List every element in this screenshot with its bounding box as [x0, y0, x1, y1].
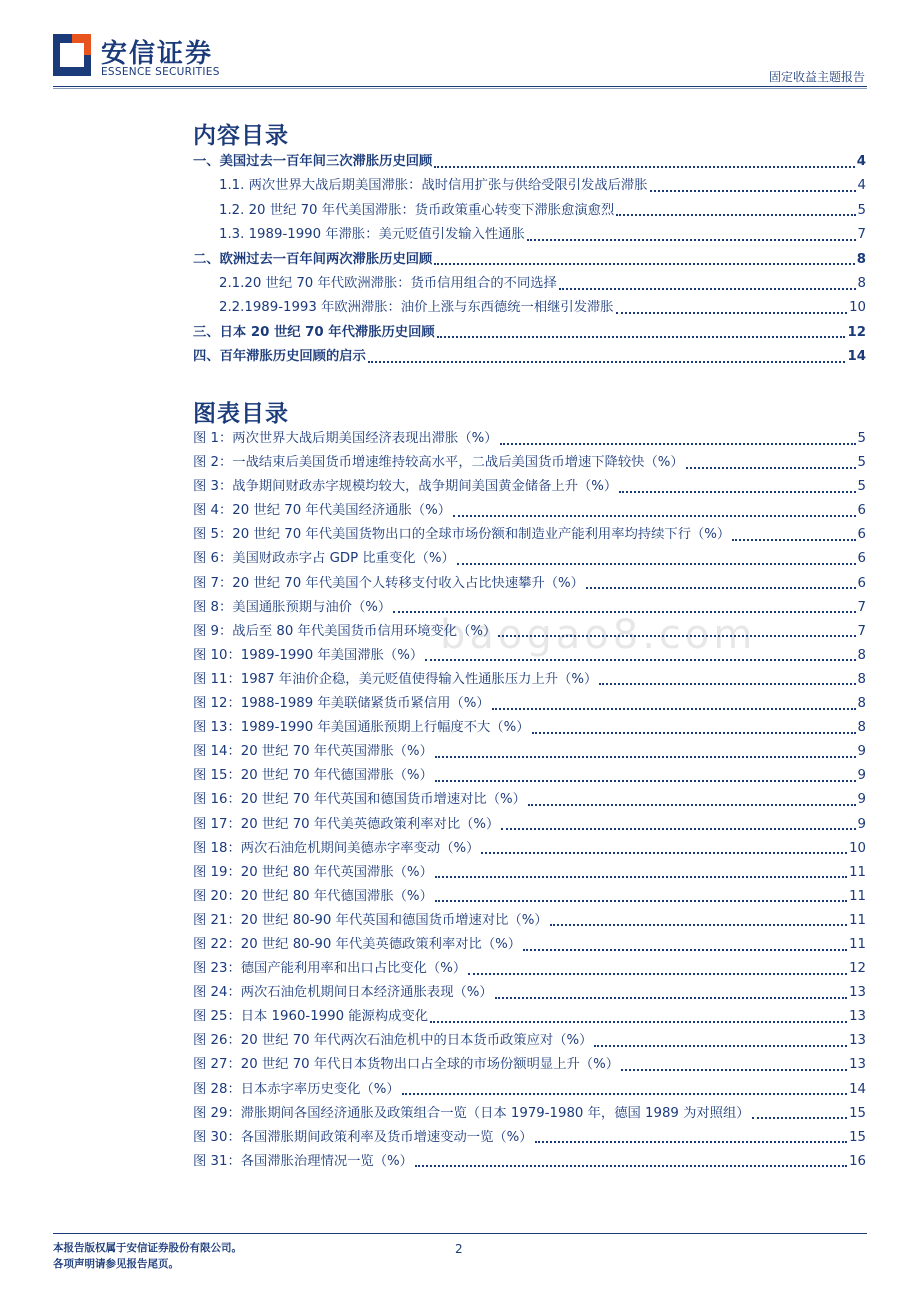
report-type-label: 固定收益主题报告 — [768, 70, 865, 84]
figure-entry[interactable] — [193, 981, 866, 1005]
dot-leader — [435, 875, 847, 878]
figure-entry[interactable] — [193, 596, 866, 620]
toc-entry-text: 二、欧洲过去一百年间两次滞胀历史回顾 — [193, 251, 433, 267]
figure-entry-text: 图 17：20 世纪 70 年代美英德政策利率对比（%） — [193, 816, 500, 832]
dot-leader — [732, 538, 855, 541]
figure-entry-text: 图 5：20 世纪 70 年代美国货物出口的全球市场份额和制造业产能利用率均持续下行（%） — [193, 527, 731, 543]
figure-entry-page: 10 — [849, 840, 866, 856]
figure-entry-text: 图 20：20 世纪 80 年代德国滞胀（%） — [193, 888, 433, 904]
figure-entry[interactable] — [193, 1150, 866, 1174]
toc-entry-page: 7 — [857, 227, 866, 243]
toc-entry-page: 12 — [847, 324, 866, 340]
figure-entry[interactable] — [193, 451, 866, 475]
figure-entry-page: 13 — [849, 1057, 866, 1073]
figure-entry-page: 6 — [857, 575, 866, 591]
figure-entry-text: 图 6：美国财政赤字占 GDP 比重变化（%） — [193, 551, 455, 567]
figure-entry-page: 15 — [849, 1105, 866, 1121]
toc-entry[interactable] — [193, 345, 866, 369]
toc-entry[interactable] — [193, 223, 866, 247]
figure-entry[interactable] — [193, 572, 866, 596]
figure-entry-text: 图 15：20 世纪 70 年代德国滞胀（%） — [193, 768, 433, 784]
figure-entry-text: 图 4：20 世纪 70 年代美国经济通胀（%） — [193, 503, 451, 519]
toc-entry-page: 8 — [856, 251, 866, 267]
toc-entry[interactable] — [193, 272, 866, 296]
dot-leader — [415, 1164, 847, 1167]
figure-entry[interactable] — [193, 668, 866, 692]
figure-entry-page: 8 — [857, 696, 866, 712]
toc-list — [193, 150, 866, 370]
figure-entry-page: 8 — [857, 671, 866, 687]
dot-leader — [435, 755, 856, 758]
figure-entry-text: 图 29：滞胀期间各国经济通胀及政策组合一览（日本 1979-1980 年，德国 1989 为对照组） — [193, 1105, 750, 1121]
dot-leader — [616, 213, 855, 216]
figure-entry-page: 11 — [849, 936, 866, 952]
dot-leader — [527, 238, 856, 241]
figure-entry-page: 6 — [857, 503, 866, 519]
toc-entry-text: 1.2. 20 世纪 70 年代美国滞胀：货币政策重心转变下滞胀愈演愈烈 — [219, 202, 615, 218]
figure-entry-text: 图 14：20 世纪 70 年代英国滞胀（%） — [193, 744, 433, 760]
dot-leader — [686, 466, 856, 469]
dot-leader — [500, 442, 856, 445]
figure-entry-page: 15 — [849, 1129, 866, 1145]
dot-leader — [425, 658, 855, 661]
dot-leader — [402, 1092, 847, 1095]
figure-entry[interactable] — [193, 716, 866, 740]
dot-leader — [498, 634, 855, 637]
figure-entry-text: 图 8：美国通胀预期与油价（%） — [193, 599, 392, 615]
dot-leader — [619, 490, 855, 493]
toc-entry-text: 四、百年滞胀历史回顾的启示 — [193, 349, 366, 365]
toc-entry-page: 14 — [847, 349, 866, 365]
dot-leader — [434, 262, 854, 265]
dot-leader — [559, 287, 856, 290]
figure-entry-page: 11 — [849, 888, 866, 904]
toc-entry-text: 一、美国过去一百年间三次滞胀历史回顾 — [193, 154, 433, 169]
figure-entry[interactable] — [193, 885, 866, 909]
figure-entry[interactable] — [193, 1029, 866, 1053]
figure-entry-page: 11 — [849, 912, 866, 928]
dot-leader — [752, 1116, 848, 1119]
toc-entry-text: 2.1.20 世纪 70 年代欧洲滞胀：货币信用组合的不同选择 — [219, 275, 557, 291]
figure-entry-text: 图 22：20 世纪 80-90 年代美英德政策利率对比（%） — [193, 936, 522, 952]
figure-entry[interactable] — [193, 788, 866, 812]
figure-entry-page: 13 — [849, 1033, 866, 1049]
dot-leader — [616, 311, 847, 314]
dot-leader — [435, 899, 847, 902]
toc-entry[interactable] — [193, 321, 866, 345]
toc-entry-text: 三、日本 20 世纪 70 年代滞胀历史回顾 — [193, 324, 435, 340]
dot-leader — [535, 1140, 847, 1143]
dot-leader — [495, 996, 847, 999]
header-divider-thin — [53, 88, 867, 89]
company-name-cn: 安信证券 — [101, 39, 214, 69]
figure-entry-text: 图 16：20 世纪 70 年代英国和德国货币增速对比（%） — [193, 792, 526, 808]
figure-entry[interactable] — [193, 1053, 866, 1077]
toc-entry-page: 8 — [857, 275, 866, 291]
figure-entry[interactable] — [193, 547, 866, 571]
figure-entry[interactable] — [193, 475, 866, 499]
figure-entry-page: 7 — [857, 599, 866, 615]
dot-leader — [621, 1068, 847, 1071]
toc-title: 内容目录 — [193, 123, 289, 149]
figure-entry-text: 图 26：20 世纪 70 年代两次石油危机中的日本货币政策应对（%） — [193, 1033, 593, 1049]
dot-leader — [550, 923, 847, 926]
dot-leader — [650, 189, 856, 192]
figure-entry-page: 9 — [857, 816, 866, 832]
figure-entry-page: 5 — [857, 431, 866, 446]
dot-leader — [368, 360, 846, 363]
figure-entry-page: 13 — [849, 985, 866, 1001]
dot-leader — [481, 851, 847, 854]
figure-entry-page: 16 — [849, 1153, 866, 1169]
figure-entry[interactable] — [193, 1126, 866, 1150]
figure-entry-text: 图 21：20 世纪 80-90 年代英国和德国货币增速对比（%） — [193, 912, 548, 928]
figure-entry[interactable] — [193, 861, 866, 885]
dot-leader — [393, 610, 855, 613]
figure-entry-text: 图 31：各国滞胀治理情况一览（%） — [193, 1153, 413, 1169]
figure-entry-text: 图 25：日本 1960-1990 能源构成变化 — [193, 1009, 429, 1025]
figure-entry-page: 9 — [857, 792, 866, 808]
dot-leader — [468, 972, 847, 975]
figure-entry-text: 图 19：20 世纪 80 年代英国滞胀（%） — [193, 864, 433, 880]
footer-disclaimer: 各项声明请参见报告尾页。 — [53, 1258, 179, 1270]
figure-entry-text: 图 24：两次石油危机期间日本经济通胀表现（%） — [193, 985, 493, 1001]
toc-entry-page: 4 — [856, 154, 866, 169]
toc-entry-page: 10 — [849, 300, 866, 316]
figure-entry[interactable] — [193, 740, 866, 764]
figure-entry[interactable] — [193, 692, 866, 716]
figure-entry[interactable] — [193, 1078, 866, 1102]
dot-leader — [586, 586, 856, 589]
figure-entry[interactable] — [193, 644, 866, 668]
toc-entry-text: 1.1. 两次世界大战后期美国滞胀：战时信用扩张与供给受限引发战后滞胀 — [219, 178, 648, 194]
toc-entry[interactable] — [193, 248, 866, 272]
dot-leader — [435, 779, 856, 782]
dot-leader — [523, 948, 847, 951]
dot-leader — [434, 165, 854, 168]
dot-leader — [594, 1044, 847, 1047]
figure-entry-page: 7 — [857, 623, 866, 639]
footer-copyright: 本报告版权属于安信证券股份有限公司。 — [53, 1242, 242, 1254]
dot-leader — [437, 335, 846, 338]
figure-entry-page: 14 — [849, 1081, 866, 1097]
figure-entry-page: 9 — [857, 744, 866, 760]
figure-entry[interactable] — [193, 933, 866, 957]
toc-entry-text: 1.3. 1989-1990 年滞胀：美元贬值引发输入性通胀 — [219, 227, 525, 243]
figures-title: 图表目录 — [193, 401, 289, 427]
figure-entry-text: 图 7：20 世纪 70 年代美国个人转移支付收入占比快速攀升（%） — [193, 575, 584, 591]
figure-entry-page: 13 — [849, 1009, 866, 1025]
dot-leader — [430, 1020, 847, 1023]
figure-entry[interactable] — [193, 1102, 866, 1126]
figure-entry[interactable] — [193, 523, 866, 547]
figure-entry-page: 5 — [857, 479, 866, 495]
figure-entry[interactable] — [193, 499, 866, 523]
figures-list — [193, 427, 866, 1174]
figure-entry-text: 图 9：战后至 80 年代美国货币信用环境变化（%） — [193, 623, 497, 639]
footer-divider — [53, 1233, 867, 1234]
figure-entry-text: 图 11：1987 年油价企稳，美元贬值使得输入性通胀压力上升（%） — [193, 671, 598, 687]
header-divider — [53, 86, 867, 87]
figure-entry-text: 图 13：1989-1990 年美国通胀预期上行幅度不大（%） — [193, 720, 530, 736]
dot-leader — [532, 731, 856, 734]
figure-entry[interactable] — [193, 909, 866, 933]
figure-entry[interactable] — [193, 427, 866, 451]
figure-entry-text: 图 23：德国产能利用率和出口占比变化（%） — [193, 961, 467, 977]
figure-entry-page: 5 — [857, 455, 866, 471]
watermark: baogao8.com — [440, 612, 757, 658]
toc-entry[interactable] — [193, 174, 866, 198]
figure-entry-page: 6 — [857, 527, 866, 543]
figure-entry-text: 图 10：1989-1990 年美国滞胀（%） — [193, 647, 424, 663]
figure-entry-page: 6 — [857, 551, 866, 567]
figure-entry[interactable] — [193, 837, 866, 861]
figure-entry-text: 图 28：日本赤字率历史变化（%） — [193, 1081, 400, 1097]
figure-entry-page: 8 — [857, 720, 866, 736]
company-name-en: ESSENCE SECURITIES — [101, 66, 220, 78]
figure-entry-text: 图 2：一战结束后美国货币增速维持较高水平，二战后美国货币增速下降较快（%） — [193, 455, 684, 471]
figure-entry-page: 9 — [857, 768, 866, 784]
page-number: 2 — [455, 1242, 463, 1256]
dot-leader — [599, 682, 855, 685]
figure-entry[interactable] — [193, 620, 866, 644]
dot-leader — [528, 803, 856, 806]
figure-entry-text: 图 18：两次石油危机期间美德赤字率变动（%） — [193, 840, 480, 856]
figure-entry-page: 8 — [857, 647, 866, 663]
toc-entry[interactable] — [193, 150, 866, 174]
figure-entry-text: 图 12：1988-1989 年美联储紧货币紧信用（%） — [193, 696, 490, 712]
toc-entry-text: 2.2.1989-1993 年欧洲滞胀：油价上涨与东西德统一相继引发滞胀 — [219, 300, 614, 316]
figure-entry-text: 图 3：战争期间财政赤字规模均较大，战争期间美国黄金储备上升（%） — [193, 479, 618, 495]
toc-entry[interactable] — [193, 199, 866, 223]
toc-entry-page: 4 — [857, 178, 866, 194]
dot-leader — [453, 514, 856, 517]
dot-leader — [501, 827, 855, 830]
figure-entry[interactable] — [193, 813, 866, 837]
company-logo-icon — [53, 34, 91, 76]
dot-leader — [492, 707, 856, 710]
figure-entry[interactable] — [193, 1005, 866, 1029]
figure-entry-text: 图 1：两次世界大战后期美国经济表现出滞胀（%） — [193, 431, 498, 446]
figure-entry-text: 图 27：20 世纪 70 年代日本货物出口占全球的市场份额明显上升（%） — [193, 1057, 620, 1073]
toc-entry-page: 5 — [857, 202, 866, 218]
figure-entry-page: 12 — [849, 961, 866, 977]
figure-entry-text: 图 30：各国滞胀期间政策利率及货币增速变动一览（%） — [193, 1129, 533, 1145]
dot-leader — [457, 562, 856, 565]
toc-entry[interactable] — [193, 296, 866, 320]
figure-entry-page: 11 — [849, 864, 866, 880]
figure-entry[interactable] — [193, 764, 866, 788]
figure-entry[interactable] — [193, 957, 866, 981]
